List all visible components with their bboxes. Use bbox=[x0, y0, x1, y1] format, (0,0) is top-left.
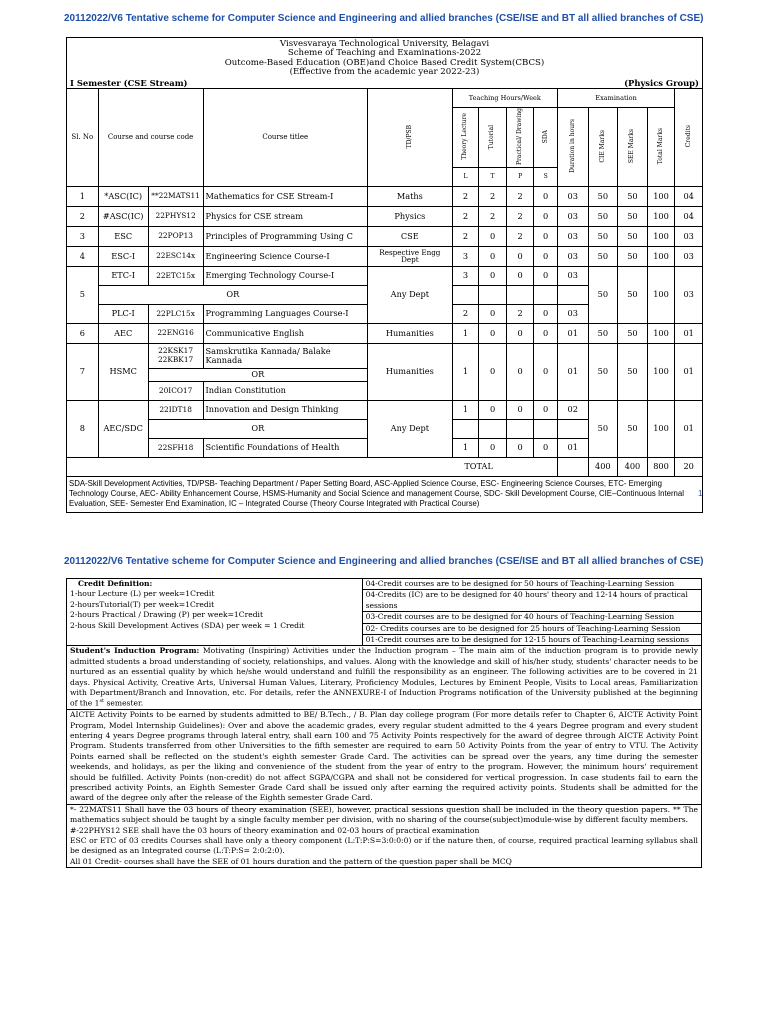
cell-l: 3 bbox=[452, 246, 479, 266]
cell-total: 100 bbox=[647, 400, 675, 457]
col-cie: CIE Marks bbox=[598, 129, 606, 163]
cell-code: 22ETC15x bbox=[148, 266, 203, 285]
cell-sl: 7 bbox=[67, 343, 99, 400]
cell-l: 3 bbox=[452, 266, 479, 285]
page1-header: 20112022/V6 Tentative scheme for Computer Science and Engineering and allied branches (CSE/ISE and BT all allied branches of CSE) bbox=[64, 13, 704, 24]
cell-title: Emerging Technology Course-I bbox=[203, 266, 367, 285]
cell-l: 2 bbox=[452, 206, 479, 226]
cell-duration: 03 bbox=[557, 226, 588, 246]
note-line: All 01 Credit- courses shall have the SEE of 01 hours duration and the pattern of the question paper shall be MCQ bbox=[70, 856, 512, 866]
cell-code bbox=[148, 343, 203, 368]
cell-duration: 03 bbox=[557, 266, 588, 285]
table-row bbox=[67, 226, 703, 246]
cell-s: 0 bbox=[534, 343, 557, 400]
col-t: T bbox=[479, 167, 507, 186]
cell-t: 0 bbox=[479, 304, 507, 323]
cell-dept: Maths bbox=[367, 186, 452, 206]
credit-hours-line: 04-Credits (IC) are to be designed for 40 hours' theory and 12-14 hours of practical sessions bbox=[363, 590, 701, 612]
credit-hours-line: 04-Credit courses are to be designed for 50 hours of Teaching-Learning Session bbox=[363, 579, 701, 590]
table-row bbox=[67, 246, 703, 266]
table-row bbox=[67, 400, 703, 419]
cell-see: 50 bbox=[618, 226, 648, 246]
cell-duration: 01 bbox=[557, 343, 588, 400]
cell-p: 0 bbox=[506, 266, 534, 285]
cell-code: 22IDT18 bbox=[148, 400, 203, 419]
cell-cie: 50 bbox=[588, 323, 618, 343]
cell-t: 0 bbox=[479, 266, 507, 285]
cell-sl: 4 bbox=[67, 246, 99, 266]
cell-l: 1 bbox=[452, 323, 479, 343]
col-tutorial: Tutorial bbox=[488, 124, 496, 149]
cell-see: 50 bbox=[618, 400, 648, 457]
induction-end: semester. bbox=[104, 698, 144, 708]
cell-credits: 01 bbox=[675, 400, 703, 457]
cell-dept: Humanities bbox=[367, 343, 452, 400]
cell-see: 50 bbox=[618, 343, 648, 400]
cell-sl: 8 bbox=[67, 400, 99, 457]
cell-duration: 01 bbox=[557, 438, 588, 457]
col-sl: Sl. No bbox=[67, 89, 99, 187]
cell-s: 0 bbox=[534, 400, 557, 419]
credit-line: 1-hour Lecture (L) per week=1Credit bbox=[70, 589, 215, 599]
abbreviations-note: SDA-Skill Development Activities, TD/PSB- Teaching Department / Paper Setting Board, ASC-Applied Science Course, ESC- Engineering Science Courses, ETC- Emerging Technology Course, AEC- Ability Enhancement Course, HSMS-Humanity and Social Science and management Course, SDC- Skill Development Course, CIE–Continuous Internal Evaluation, SEE- Semester End Examination, IC – Integrated Course (Theory Course Integrated with Practical Course) bbox=[67, 476, 703, 512]
cell-l: 2 bbox=[452, 226, 479, 246]
col-td: TD/PSB bbox=[405, 124, 413, 149]
cell-title: Innovation and Design Thinking bbox=[203, 400, 367, 419]
cell-see: 50 bbox=[618, 323, 648, 343]
cell-category: #ASC(IC) bbox=[98, 206, 148, 226]
induction-title: Student's Induction Program: bbox=[70, 646, 200, 656]
col-sda: SDA bbox=[541, 129, 549, 144]
cell-code: 22ENG16 bbox=[148, 323, 203, 343]
cell-s: 0 bbox=[534, 323, 557, 343]
cell-title: Samskrutika Kannada/ Balake Kannada bbox=[203, 343, 367, 368]
cell-p: 2 bbox=[506, 186, 534, 206]
cell-see: 50 bbox=[618, 206, 648, 226]
cell-code: 22POP13 bbox=[148, 226, 203, 246]
cell-dept: Respective Engg Dept bbox=[367, 246, 452, 266]
cell-see: 50 bbox=[618, 186, 648, 206]
table-row bbox=[67, 343, 703, 368]
cell-p: 0 bbox=[506, 246, 534, 266]
cell-dept: Humanities bbox=[367, 323, 452, 343]
col-course-code: Course and course code bbox=[98, 89, 203, 187]
cell-code: 22PLC15x bbox=[148, 304, 203, 323]
cell-category: AEC bbox=[98, 323, 148, 343]
or-label: OR bbox=[148, 419, 367, 438]
cell-category: PLC-I bbox=[98, 304, 148, 323]
credit-title: Credit Definition: bbox=[78, 579, 153, 588]
cell-see: 50 bbox=[618, 246, 648, 266]
cell-code: **22MATS11 bbox=[148, 186, 203, 206]
cell-duration: 01 bbox=[557, 323, 588, 343]
cell-total: 100 bbox=[647, 226, 675, 246]
cell-title: Mathematics for CSE Stream-I bbox=[203, 186, 367, 206]
cell-l: 1 bbox=[452, 438, 479, 457]
table-row bbox=[67, 206, 703, 226]
scheme-title bbox=[67, 38, 703, 80]
semester-label: I Semester (CSE Stream) bbox=[70, 78, 188, 89]
cell-category: AEC/SDC bbox=[98, 400, 148, 457]
cell-credits: 04 bbox=[675, 206, 703, 226]
cell-t: 0 bbox=[479, 226, 507, 246]
cell-l: 1 bbox=[452, 400, 479, 419]
cell-title: Engineering Science Course-I bbox=[203, 246, 367, 266]
cell-credits: 03 bbox=[675, 226, 703, 246]
cell-category: ETC-I bbox=[98, 266, 148, 285]
table-row bbox=[67, 323, 703, 343]
cell-p: 0 bbox=[506, 400, 534, 419]
group-label: (Physics Group) bbox=[624, 78, 699, 89]
cell-sl: 1 bbox=[67, 186, 99, 206]
credit-hours bbox=[362, 579, 701, 646]
cell-cie: 50 bbox=[588, 400, 618, 457]
cell-l: 2 bbox=[452, 304, 479, 323]
aicte-activity: AICTE Activity Points to be earned by students admitted to BE/ B.Tech., / B. Plan day college program (For more details refer to Chapter 6, AICTE Activity Point Program, Model Internship Guidelines): Over and above the academic grades, every regular student admitted to the 4 years Degree program and every student entering 4 years Degree programs through lateral entry, shall earn 100 and 75 Activity Points respectively for the award of degree through AICTE Activity Point Program. Students transferred from other Universities to the fifth semester are required to earn 50 Activity Points from the year of entry to VTU. The Activity Points earned shall be reflected on the student's eighth semester Grade Card. The activities can be spread over the years, any time during the semester weekends, and holidays, as per the liking and convenience of the student from the year of entry to the program. However, the minimum hours' requirement should be fulfilled. Activity Points (non-credit) do not affect SGPA/CGPA and shall not be considered for vertical progression. In case students fail to earn the prescribed activity Points, an Eighth Semester Grade Card shall be issued only after earning the required activity points. Students shall be admitted for the award of the degree only after the release of the Eighth semester Grade Card. bbox=[67, 710, 702, 805]
cell-title: Physics for CSE stream bbox=[203, 206, 367, 226]
cell-duration: 02 bbox=[557, 400, 588, 419]
cell-duration: 03 bbox=[557, 186, 588, 206]
cell-l: 2 bbox=[452, 186, 479, 206]
cell-t: 0 bbox=[479, 400, 507, 419]
credit-hours-line: 03-Credit courses are to be designed for 40 hours of Teaching-Learning Session bbox=[363, 612, 701, 623]
cell-s: 0 bbox=[534, 226, 557, 246]
cell-p: 2 bbox=[506, 206, 534, 226]
note-line: ESC or ETC of 03 credits Courses shall have only a theory component (L:T:P:S=3:0:0:0) or if the nature then, of course, required practical learning syllabus shall be designed as an Integrated course (L:T:P:S= 2:0:2:0). bbox=[70, 835, 698, 856]
col-see: SEE Marks bbox=[628, 129, 636, 164]
col-exam: Examination bbox=[557, 89, 674, 108]
cell-credits: 04 bbox=[675, 186, 703, 206]
title-line: Outcome-Based Education (OBE)and Choice Based Credit System(CBCS) bbox=[224, 57, 545, 68]
cell-category: *ASC(IC) bbox=[98, 186, 148, 206]
cell-duration: 03 bbox=[557, 304, 588, 323]
cell-total: 100 bbox=[647, 323, 675, 343]
cell-title: Programming Languages Course-I bbox=[203, 304, 367, 323]
cell-total: 100 bbox=[647, 206, 675, 226]
col-title: Course titlee bbox=[203, 89, 367, 187]
cell-sl: 6 bbox=[67, 323, 99, 343]
page2-header: 20112022/V6 Tentative scheme for Computer Science and Engineering and allied branches (CSE/ISE and BT all allied branches of CSE) bbox=[64, 556, 704, 567]
cell-total: 100 bbox=[647, 266, 675, 323]
induction-sup: st bbox=[99, 698, 105, 705]
cell-category: ESC-I bbox=[98, 246, 148, 266]
cell-category: HSMC bbox=[98, 343, 148, 400]
cell-total: 100 bbox=[647, 343, 675, 400]
cell-t: 2 bbox=[479, 186, 507, 206]
credit-hours-line: 01-Credit courses are to be designed for 12-15 hours of Teaching-Learning sessions bbox=[365, 634, 689, 644]
cell-total: 100 bbox=[647, 246, 675, 266]
col-practical: Practical/ Drawing bbox=[515, 108, 523, 166]
page-number: 1 bbox=[698, 489, 703, 498]
credit-definition bbox=[67, 579, 363, 646]
cell-credits: 01 bbox=[675, 343, 703, 400]
cell-p: 0 bbox=[506, 323, 534, 343]
total-see: 400 bbox=[618, 457, 648, 476]
cell-t: 0 bbox=[479, 438, 507, 457]
cell-title: Principles of Programming Using C bbox=[203, 226, 367, 246]
cell-s: 0 bbox=[534, 266, 557, 285]
cell-p: 2 bbox=[506, 226, 534, 246]
cell-s: 0 bbox=[534, 304, 557, 323]
total-row bbox=[67, 457, 703, 476]
col-p: P bbox=[506, 167, 534, 186]
cell-dept: Any Dept bbox=[367, 266, 452, 323]
cell-duration: 03 bbox=[557, 246, 588, 266]
total-credits: 20 bbox=[675, 457, 703, 476]
induction-program bbox=[67, 646, 702, 710]
notes bbox=[67, 804, 702, 867]
credit-line: 2-hours Practical / Drawing (P) per week=1Credit bbox=[70, 610, 264, 620]
col-theory: Theory Lecture bbox=[461, 113, 469, 161]
or-label: OR bbox=[98, 285, 367, 304]
cell-dept: Any Dept bbox=[367, 400, 452, 457]
scheme-table bbox=[66, 37, 703, 513]
title-line: Scheme of Teaching and Examinations-2022 bbox=[287, 48, 482, 59]
cell-credits: 01 bbox=[675, 323, 703, 343]
cell-p: 0 bbox=[506, 438, 534, 457]
cell-credits: 03 bbox=[675, 266, 703, 323]
cell-code: 20ICO17 bbox=[148, 381, 203, 400]
cell-cie: 50 bbox=[588, 343, 618, 400]
credit-line: 2-hoursTutorial(T) per week=1Credit bbox=[70, 599, 215, 609]
total-label: TOTAL bbox=[67, 457, 558, 476]
cell-p: 2 bbox=[506, 304, 534, 323]
cell-sl: 2 bbox=[67, 206, 99, 226]
cell-cie: 50 bbox=[588, 226, 618, 246]
cell-dept: Physics bbox=[367, 206, 452, 226]
col-l: L bbox=[452, 167, 479, 186]
cell-title: Scientific Foundations of Health bbox=[203, 438, 367, 457]
cell-code: 22PHYS12 bbox=[148, 206, 203, 226]
credit-hours-line: 02- Credits courses are to be designed for 25 hours of Teaching-Learning Session bbox=[363, 624, 701, 635]
cell-p: 0 bbox=[506, 343, 534, 400]
cell-category: ESC bbox=[98, 226, 148, 246]
total-marks: 800 bbox=[647, 457, 675, 476]
cell-code: 22SFH18 bbox=[148, 438, 203, 457]
col-teaching: Teaching Hours/Week bbox=[452, 89, 557, 108]
cell-t: 0 bbox=[479, 246, 507, 266]
cell-title: Communicative English bbox=[203, 323, 367, 343]
note-line: *- 22MATS11 Shall have the 03 hours of theory examination (SEE), however, practical sessions question shall be included in the theory question papers. ** The mathematics subject should be taught by a single faculty member per division, with no sharing of the course(subject)module-wise by different faculty members. bbox=[70, 804, 698, 825]
credit-table bbox=[66, 578, 702, 868]
induction-text: Motivating (Inspiring) Activities under the Induction program – The main aim of the induction program is to provide newly admitted students a broad understanding of society, relationships, and values. Along with the knowledge and skill of his/her study, students' character needs to be nurtured as an essential quality by which he/she would understand and fulfill the responsibility as an engineer. The following activities are to be covered in 21 days. Physical Activity, Creative Arts, Universal Human Values, Literary, Proficiency Modules, Lectures by Eminent People, Visits to Local areas, Familiarization with Department/Branch and Innovation, etc. For details, refer the ANNEXURE-I of Induction Programs notification of the University published at the beginning of the 1 bbox=[70, 646, 698, 708]
cell-s: 0 bbox=[534, 438, 557, 457]
cell-cie: 50 bbox=[588, 266, 618, 323]
col-duration: Duration in hours bbox=[568, 119, 576, 174]
cell-cie: 50 bbox=[588, 206, 618, 226]
code-line: 22KBK17 bbox=[157, 354, 194, 364]
col-s: S bbox=[534, 167, 557, 186]
cell-total: 100 bbox=[647, 186, 675, 206]
cell-code: 22ESC14x bbox=[148, 246, 203, 266]
col-total: Total Marks bbox=[656, 127, 664, 165]
cell-dept: CSE bbox=[367, 226, 452, 246]
cell-see: 50 bbox=[618, 266, 648, 323]
cell-sl: 5 bbox=[67, 266, 99, 323]
cell-cie: 50 bbox=[588, 246, 618, 266]
table-row bbox=[67, 186, 703, 206]
cell-t: 0 bbox=[479, 343, 507, 400]
cell-s: 0 bbox=[534, 186, 557, 206]
cell-sl: 3 bbox=[67, 226, 99, 246]
col-credits: Credits bbox=[684, 125, 692, 148]
table-row bbox=[67, 266, 703, 285]
cell-duration: 03 bbox=[557, 206, 588, 226]
cell-l: 1 bbox=[452, 343, 479, 400]
title-line: Visvesvaraya Technological University, Belagavi bbox=[279, 39, 490, 49]
total-cie: 400 bbox=[588, 457, 618, 476]
cell-s: 0 bbox=[534, 206, 557, 226]
or-label: OR bbox=[148, 368, 367, 381]
title-line: (Effective from the academic year 2022-23) bbox=[289, 66, 480, 77]
note-line: #-22PHYS12 SEE shall have the 03 hours of theory examination and 02-03 hours of practical examination bbox=[70, 825, 480, 835]
cell-t: 2 bbox=[479, 206, 507, 226]
cell-title: Indian Constitution bbox=[203, 381, 367, 400]
cell-cie: 50 bbox=[588, 186, 618, 206]
cell-s: 0 bbox=[534, 246, 557, 266]
credit-line: 2-hous Skill Development Actives (SDA) per week = 1 Credit bbox=[70, 620, 305, 630]
cell-credits: 03 bbox=[675, 246, 703, 266]
cell-t: 0 bbox=[479, 323, 507, 343]
code-line: 22KSK17 bbox=[158, 345, 194, 355]
